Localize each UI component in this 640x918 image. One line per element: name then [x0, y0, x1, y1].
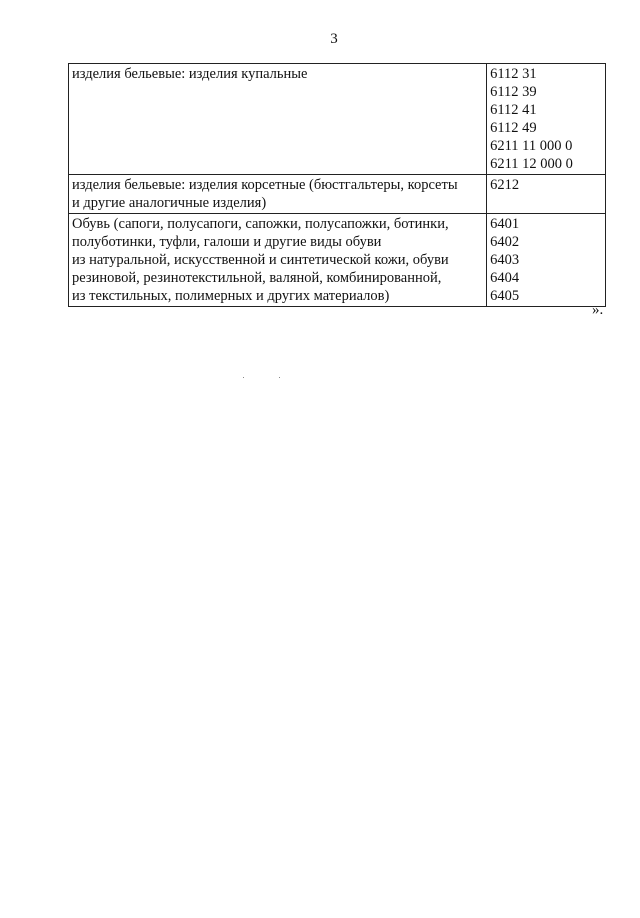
- code-value: 6402: [490, 234, 520, 250]
- code-value: 6211 11 000 0: [490, 138, 573, 154]
- code-value: 6403: [490, 252, 520, 268]
- code-value: 6112 31: [490, 66, 537, 82]
- code-value: 6405: [490, 288, 520, 304]
- description-line: из натуральной, искусственной и синтетической кожи, обуви: [72, 252, 449, 268]
- table-row: [69, 175, 606, 214]
- scan-speck: [243, 377, 244, 378]
- description-line: и другие аналогичные изделия): [72, 195, 267, 211]
- table-row: [69, 214, 606, 307]
- description-line: Обувь (сапоги, полусапоги, сапожки, полусапожки, ботинки,: [72, 216, 449, 232]
- code-value: 6112 39: [490, 84, 537, 100]
- code-value: 6112 41: [490, 102, 537, 118]
- description-cell: [69, 64, 487, 175]
- description-line: изделия бельевые: изделия корсетные (бюстгальтеры, корсеты: [72, 177, 458, 193]
- code-value: 6212: [490, 177, 520, 193]
- code-value: 6211 12 000 0: [490, 156, 573, 172]
- description-line: резиновой, резинотекстильной, валяной, комбинированной,: [72, 270, 442, 286]
- description-line: изделия бельевые: изделия купальные: [72, 66, 308, 82]
- table-row: [69, 64, 606, 175]
- codes-cell: [487, 64, 606, 175]
- description-cell: [69, 214, 487, 307]
- description-line: полуботинки, туфли, галоши и другие виды обуви: [72, 234, 382, 250]
- description-cell: [69, 175, 487, 214]
- closing-quote-mark: ».: [592, 302, 604, 318]
- code-value: 6401: [490, 216, 520, 232]
- code-value: 6112 49: [490, 120, 537, 136]
- codes-cell: [487, 214, 606, 307]
- goods-table: [68, 63, 606, 307]
- codes-cell: [487, 175, 606, 214]
- page-number: 3: [330, 31, 338, 47]
- code-value: 6404: [490, 270, 520, 286]
- scan-speck: [279, 377, 280, 378]
- description-line: из текстильных, полимерных и других материалов): [72, 288, 390, 304]
